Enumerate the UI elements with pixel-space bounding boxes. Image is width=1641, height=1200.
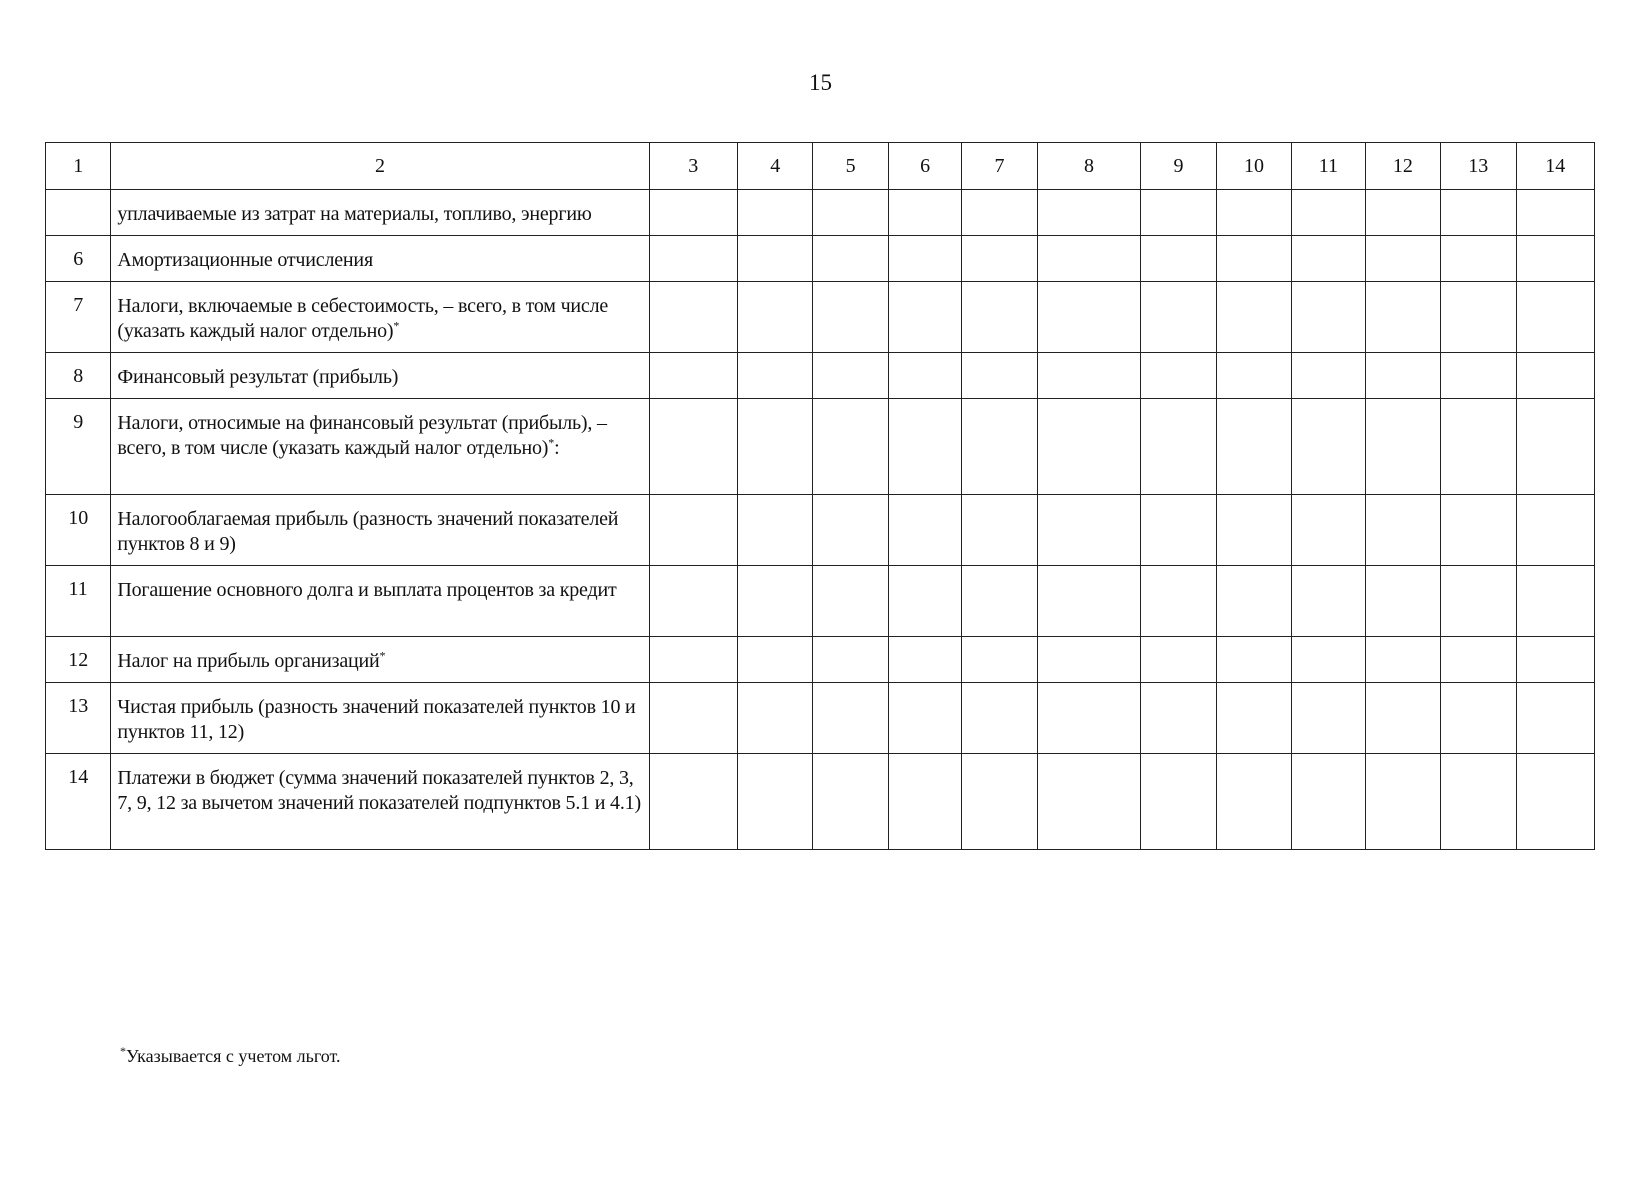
table-row [46, 566, 1595, 637]
column-header: 5 [813, 143, 888, 190]
empty-data-cell [1037, 190, 1141, 236]
empty-data-cell [962, 683, 1037, 754]
empty-data-cell [1141, 399, 1216, 495]
column-header: 13 [1441, 143, 1516, 190]
empty-data-cell [1037, 566, 1141, 637]
table-row [46, 190, 1595, 236]
empty-data-cell [1516, 190, 1595, 236]
empty-data-cell [738, 236, 813, 282]
empty-data-cell [738, 683, 813, 754]
empty-data-cell [813, 495, 888, 566]
empty-data-cell [888, 236, 961, 282]
empty-data-cell [1292, 637, 1365, 683]
empty-data-cell [813, 683, 888, 754]
empty-data-cell [1365, 566, 1440, 637]
empty-data-cell [888, 683, 961, 754]
empty-data-cell [1141, 754, 1216, 850]
column-header: 1 [46, 143, 111, 190]
empty-data-cell [1141, 637, 1216, 683]
empty-data-cell [1292, 282, 1365, 353]
empty-data-cell [1516, 754, 1595, 850]
empty-data-cell [649, 495, 738, 566]
row-number: 14 [46, 754, 111, 850]
empty-data-cell [813, 754, 888, 850]
row-label: уплачиваемые из затрат на материалы, топливо, энергию [111, 190, 649, 236]
empty-data-cell [738, 190, 813, 236]
empty-data-cell [1141, 683, 1216, 754]
page-number: 15 [809, 70, 832, 95]
row-number: 8 [46, 353, 111, 399]
row-number: 11 [46, 566, 111, 637]
empty-data-cell [1141, 236, 1216, 282]
empty-data-cell [1216, 637, 1291, 683]
empty-data-cell [888, 495, 961, 566]
empty-data-cell [649, 566, 738, 637]
column-header: 10 [1216, 143, 1291, 190]
empty-data-cell [649, 353, 738, 399]
empty-data-cell [888, 399, 961, 495]
empty-data-cell [1441, 353, 1516, 399]
empty-data-cell [649, 236, 738, 282]
column-header: 4 [738, 143, 813, 190]
empty-data-cell [1365, 353, 1440, 399]
empty-data-cell [1037, 495, 1141, 566]
empty-data-cell [1141, 566, 1216, 637]
empty-data-cell [738, 754, 813, 850]
empty-data-cell [1516, 637, 1595, 683]
empty-data-cell [1216, 399, 1291, 495]
empty-data-cell [649, 282, 738, 353]
empty-data-cell [962, 353, 1037, 399]
row-number: 9 [46, 399, 111, 495]
empty-data-cell [888, 566, 961, 637]
empty-data-cell [962, 190, 1037, 236]
row-label: Налогооблагаемая прибыль (разность значений показателей пунктов 8 и 9) [111, 495, 649, 566]
empty-data-cell [1516, 683, 1595, 754]
row-number: 7 [46, 282, 111, 353]
empty-data-cell [1037, 683, 1141, 754]
empty-data-cell [649, 683, 738, 754]
empty-data-cell [1216, 754, 1291, 850]
financial-indicators-table [45, 142, 1595, 850]
column-header: 9 [1141, 143, 1216, 190]
empty-data-cell [813, 282, 888, 353]
empty-data-cell [1516, 495, 1595, 566]
empty-data-cell [962, 566, 1037, 637]
row-label: Амортизационные отчисления [111, 236, 649, 282]
table-header-row [46, 143, 1595, 190]
empty-data-cell [1365, 236, 1440, 282]
row-number: 6 [46, 236, 111, 282]
empty-data-cell [649, 190, 738, 236]
row-label: Чистая прибыль (разность значений показателей пунктов 10 и пунктов 11, 12) [111, 683, 649, 754]
empty-data-cell [1216, 282, 1291, 353]
empty-data-cell [1216, 566, 1291, 637]
empty-data-cell [1441, 236, 1516, 282]
empty-data-cell [1037, 282, 1141, 353]
empty-data-cell [1441, 754, 1516, 850]
empty-data-cell [1292, 566, 1365, 637]
empty-data-cell [1516, 353, 1595, 399]
empty-data-cell [962, 399, 1037, 495]
empty-data-cell [1441, 399, 1516, 495]
empty-data-cell [1365, 190, 1440, 236]
empty-data-cell [888, 754, 961, 850]
empty-data-cell [1365, 754, 1440, 850]
empty-data-cell [813, 566, 888, 637]
empty-data-cell [1292, 683, 1365, 754]
column-header: 2 [111, 143, 649, 190]
row-number: 10 [46, 495, 111, 566]
empty-data-cell [1216, 353, 1291, 399]
empty-data-cell [1216, 495, 1291, 566]
table-row [46, 399, 1595, 495]
empty-data-cell [1365, 399, 1440, 495]
empty-data-cell [888, 637, 961, 683]
empty-data-cell [813, 399, 888, 495]
column-header: 11 [1292, 143, 1365, 190]
column-header: 6 [888, 143, 961, 190]
empty-data-cell [738, 566, 813, 637]
empty-data-cell [1441, 566, 1516, 637]
empty-data-cell [1441, 282, 1516, 353]
empty-data-cell [1037, 236, 1141, 282]
empty-data-cell [1292, 353, 1365, 399]
empty-data-cell [1365, 282, 1440, 353]
empty-data-cell [1141, 190, 1216, 236]
empty-data-cell [1216, 190, 1291, 236]
column-header: 14 [1516, 143, 1595, 190]
empty-data-cell [1516, 399, 1595, 495]
empty-data-cell [1441, 495, 1516, 566]
row-number [46, 190, 111, 236]
empty-data-cell [1216, 683, 1291, 754]
row-label: Платежи в бюджет (сумма значений показателей пунктов 2, 3, 7, 9, 12 за вычетом значений показателей подпунктов 5.1 и 4.1) [111, 754, 649, 850]
empty-data-cell [738, 637, 813, 683]
empty-data-cell [649, 637, 738, 683]
empty-data-cell [1141, 282, 1216, 353]
empty-data-cell [1037, 637, 1141, 683]
empty-data-cell [1141, 495, 1216, 566]
empty-data-cell [1365, 683, 1440, 754]
footnote: *Указывается с учетом льгот. [120, 1044, 341, 1066]
empty-data-cell [1037, 754, 1141, 850]
empty-data-cell [813, 637, 888, 683]
empty-data-cell [1441, 683, 1516, 754]
empty-data-cell [1441, 637, 1516, 683]
empty-data-cell [888, 190, 961, 236]
empty-data-cell [1037, 353, 1141, 399]
empty-data-cell [1516, 236, 1595, 282]
table-row [46, 637, 1595, 683]
empty-data-cell [738, 495, 813, 566]
empty-data-cell [888, 282, 961, 353]
row-number: 12 [46, 637, 111, 683]
table-row [46, 282, 1595, 353]
empty-data-cell [813, 190, 888, 236]
table-row [46, 353, 1595, 399]
empty-data-cell [1516, 282, 1595, 353]
row-label: Налоги, относимые на финансовый результат (прибыль), – всего, в том числе (указать каждый налог отдельно)*: [111, 399, 649, 495]
empty-data-cell [1292, 754, 1365, 850]
table-row [46, 495, 1595, 566]
empty-data-cell [962, 495, 1037, 566]
empty-data-cell [1292, 495, 1365, 566]
empty-data-cell [1441, 190, 1516, 236]
empty-data-cell [1365, 637, 1440, 683]
empty-data-cell [962, 282, 1037, 353]
empty-data-cell [1292, 236, 1365, 282]
table-row [46, 754, 1595, 850]
table-row [46, 236, 1595, 282]
empty-data-cell [1292, 190, 1365, 236]
row-label: Налог на прибыль организаций* [111, 637, 649, 683]
column-header: 3 [649, 143, 738, 190]
empty-data-cell [738, 353, 813, 399]
empty-data-cell [1292, 399, 1365, 495]
empty-data-cell [1141, 353, 1216, 399]
empty-data-cell [962, 637, 1037, 683]
row-label: Финансовый результат (прибыль) [111, 353, 649, 399]
column-header: 12 [1365, 143, 1440, 190]
empty-data-cell [813, 353, 888, 399]
table-row [46, 683, 1595, 754]
column-header: 8 [1037, 143, 1141, 190]
empty-data-cell [649, 754, 738, 850]
empty-data-cell [1365, 495, 1440, 566]
empty-data-cell [1037, 399, 1141, 495]
empty-data-cell [738, 282, 813, 353]
column-header: 7 [962, 143, 1037, 190]
empty-data-cell [649, 399, 738, 495]
row-label: Погашение основного долга и выплата процентов за кредит [111, 566, 649, 637]
empty-data-cell [1516, 566, 1595, 637]
empty-data-cell [962, 236, 1037, 282]
row-number: 13 [46, 683, 111, 754]
empty-data-cell [738, 399, 813, 495]
row-label: Налоги, включаемые в себестоимость, – всего, в том числе (указать каждый налог отдельно)* [111, 282, 649, 353]
empty-data-cell [1216, 236, 1291, 282]
empty-data-cell [813, 236, 888, 282]
empty-data-cell [888, 353, 961, 399]
empty-data-cell [962, 754, 1037, 850]
